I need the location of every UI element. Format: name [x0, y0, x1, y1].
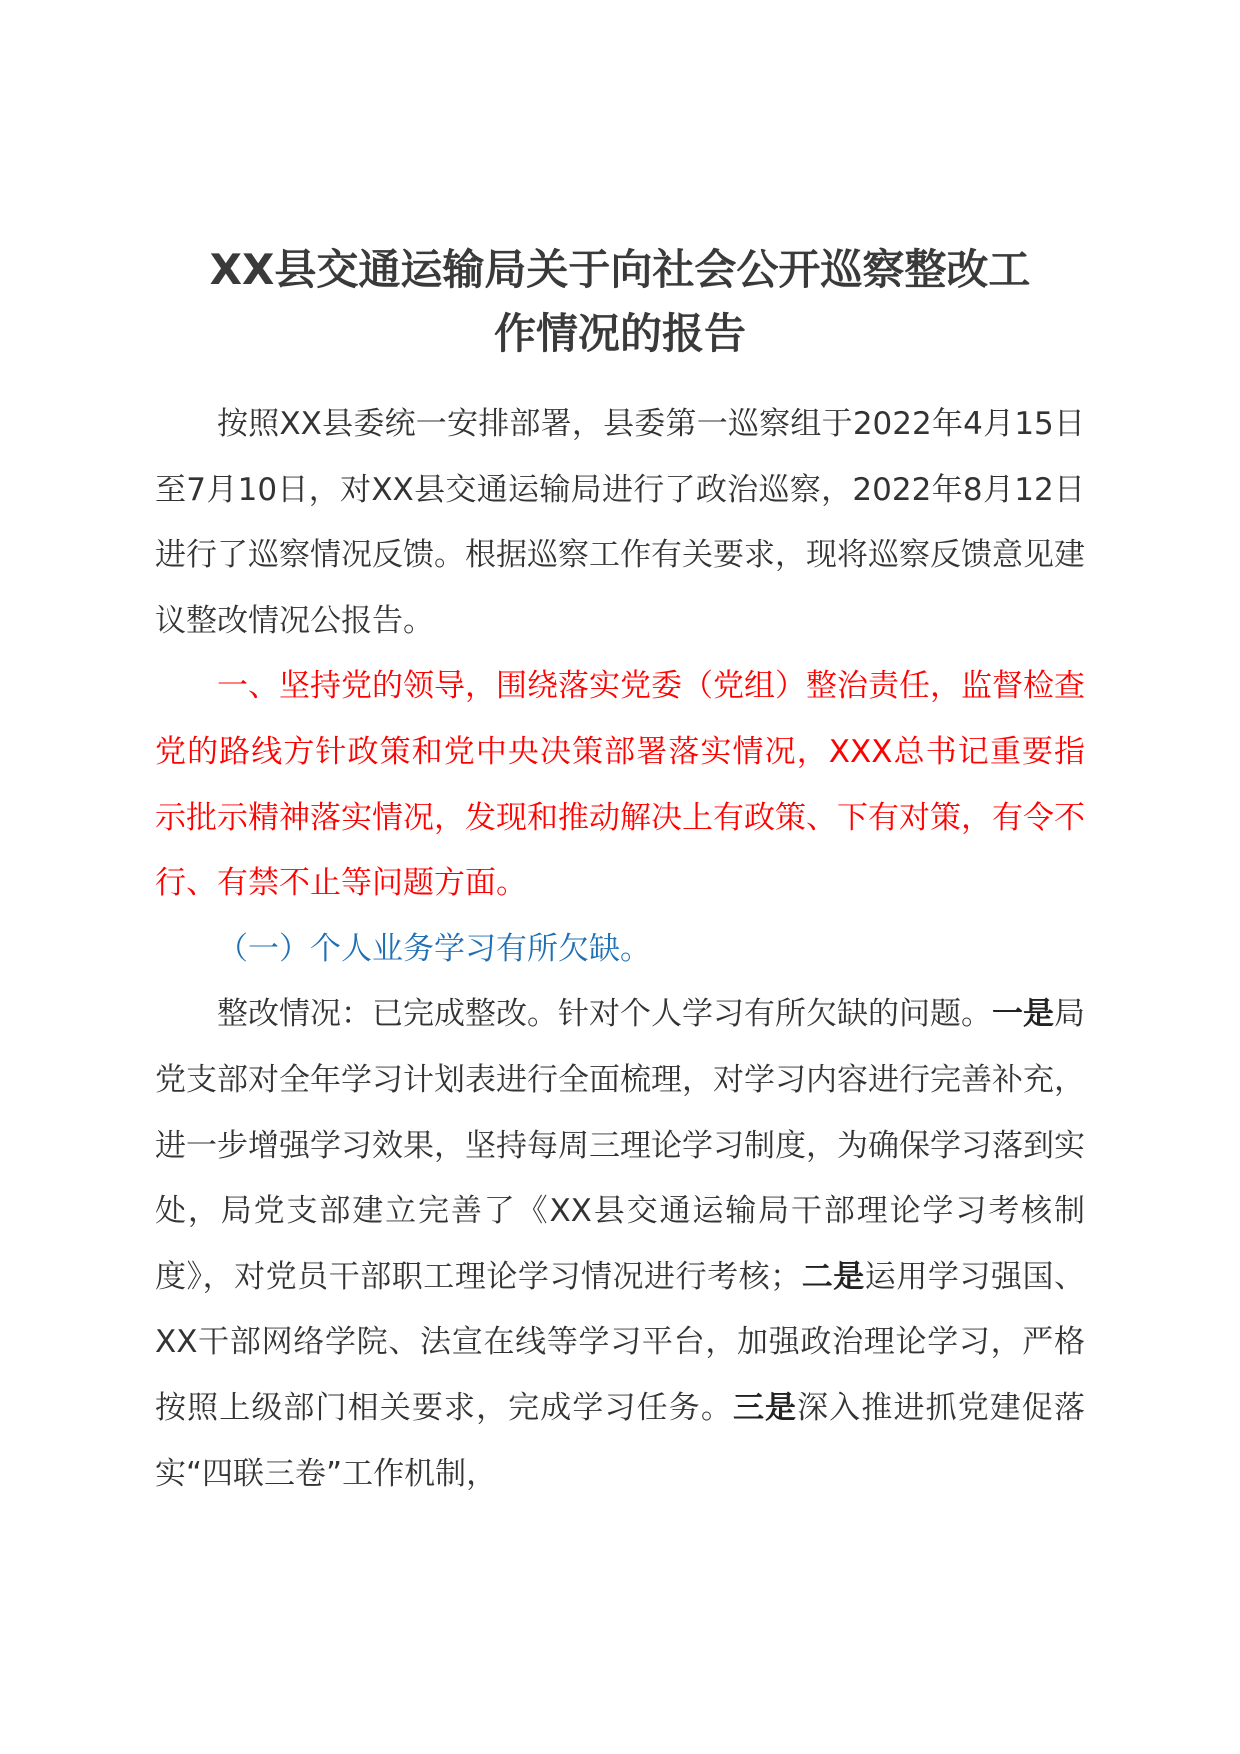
point-2-text: 运用学习强国、XX干部网络学院、法宣在线等学习平台，加强政治理论学习，严格按照上级部门相关要求，完成学习任务。 — [155, 1258, 1086, 1426]
title-line-1: XX县交通运输局关于向社会公开巡察整改工 — [209, 245, 1031, 294]
intro-paragraph: 按照XX县委统一安排部署，县委第一巡察组于2022年4月15日至7月10日，对XX县交通运输局进行了政治巡察，2022年8月12日进行了巡察情况反馈。根据巡察工作有关要求，现将巡察反馈意见建议整改情况公报告。 — [155, 406, 1085, 639]
title-line-2: 作情况的报告 — [493, 309, 746, 358]
document-title — [155, 238, 1085, 366]
point-3-text: 深入推进抓党建促落实“四联三卷”工作机制， — [155, 1389, 1086, 1492]
point-1-text: 局党支部对全年学习计划表进行全面梳理，对学习内容进行完善补充，进一步增强学习效果，坚持每周三理论学习制度，为确保学习落到实处，局党支部建立完善了《XX县交通运输局干部理论学习考核制度》，对党员干部职工理论学习情况进行考核； — [155, 996, 1085, 1295]
rectification-paragraph — [155, 982, 1085, 1507]
document-page — [155, 238, 1085, 1507]
subsection-1-heading: （一）个人业务学习有所欠缺。 — [217, 930, 651, 967]
point-2-label: 二是 — [801, 1258, 865, 1295]
rectification-lead: 整改情况：已完成整改。针对个人学习有所欠缺的问题。 — [217, 996, 992, 1033]
point-3-label: 三是 — [732, 1389, 798, 1426]
point-1-label: 一是 — [992, 996, 1054, 1033]
section-1-heading: 一、坚持党的领导，围绕落实党委（党组）整治责任，监督检查党的路线方针政策和党中央决策部署落实情况，XXX总书记重要指示批示精神落实情况，发现和推动解决上有政策、下有对策，有令不行、有禁不止等问题方面。 — [155, 668, 1085, 902]
